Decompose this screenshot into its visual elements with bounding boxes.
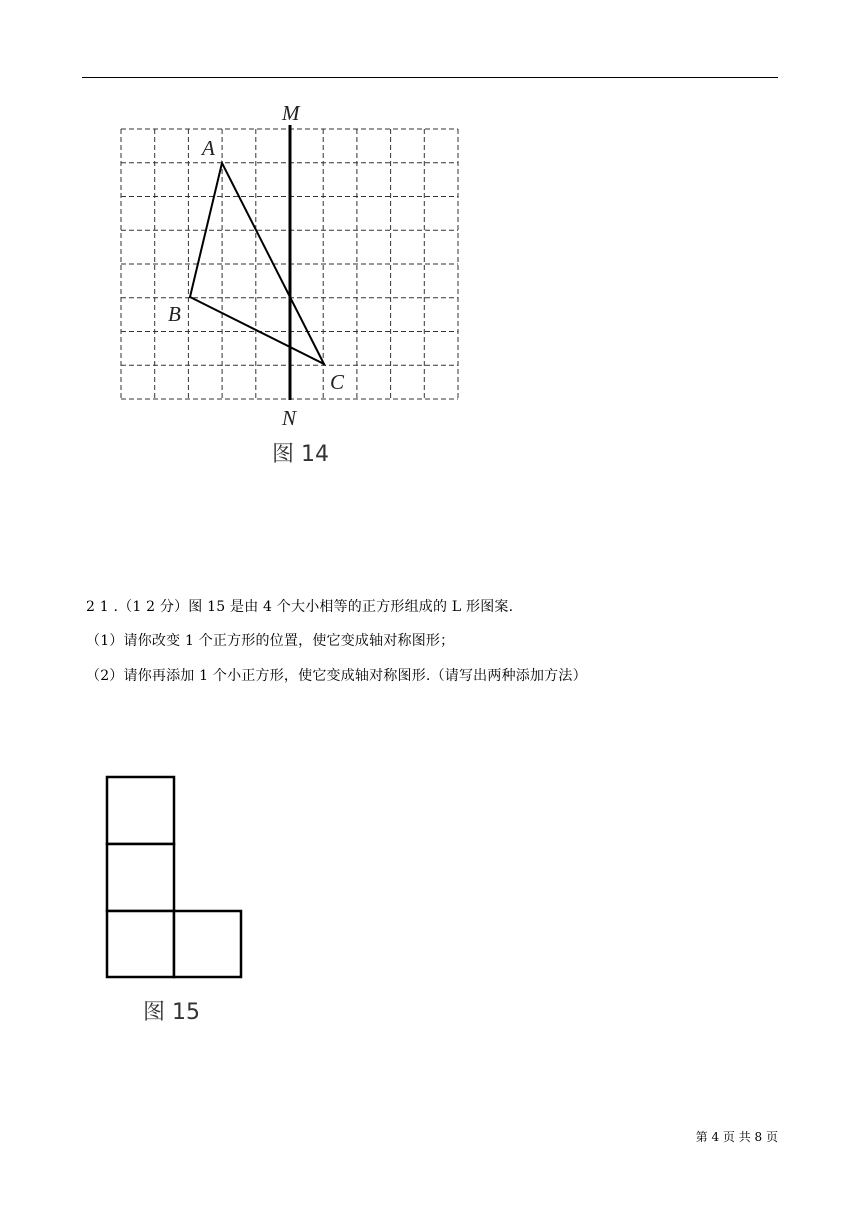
figure-14-caption: 图 14 [272,442,329,467]
question-21-part-2: （2）请你再添加 1 个小正方形，使它变成轴对称图形.（请写出两种添加方法） [86,668,587,684]
label-a: A [202,136,215,160]
figure-15-l-shape [100,770,250,985]
question-21-part-1: （1）请你改变 1 个正方形的位置，使它变成轴对称图形； [86,633,455,649]
header-rule [82,77,778,78]
label-n: N [282,406,297,430]
figure-14-grid [110,95,470,440]
page-footer: 第 4 页 共 8 页 [695,1130,778,1144]
label-c: C [330,370,345,394]
figure-15-caption: 图 15 [143,1000,200,1025]
label-b: B [168,302,181,326]
square-top [107,777,174,844]
label-m: M [282,101,300,125]
question-21-title: 2 1 .（1 2 分）图 15 是由 4 个大小相等的正方形组成的 L 形图案. [86,599,514,615]
square-bottom-right [174,911,241,977]
square-middle [107,844,174,911]
square-bottom-left [107,911,174,977]
